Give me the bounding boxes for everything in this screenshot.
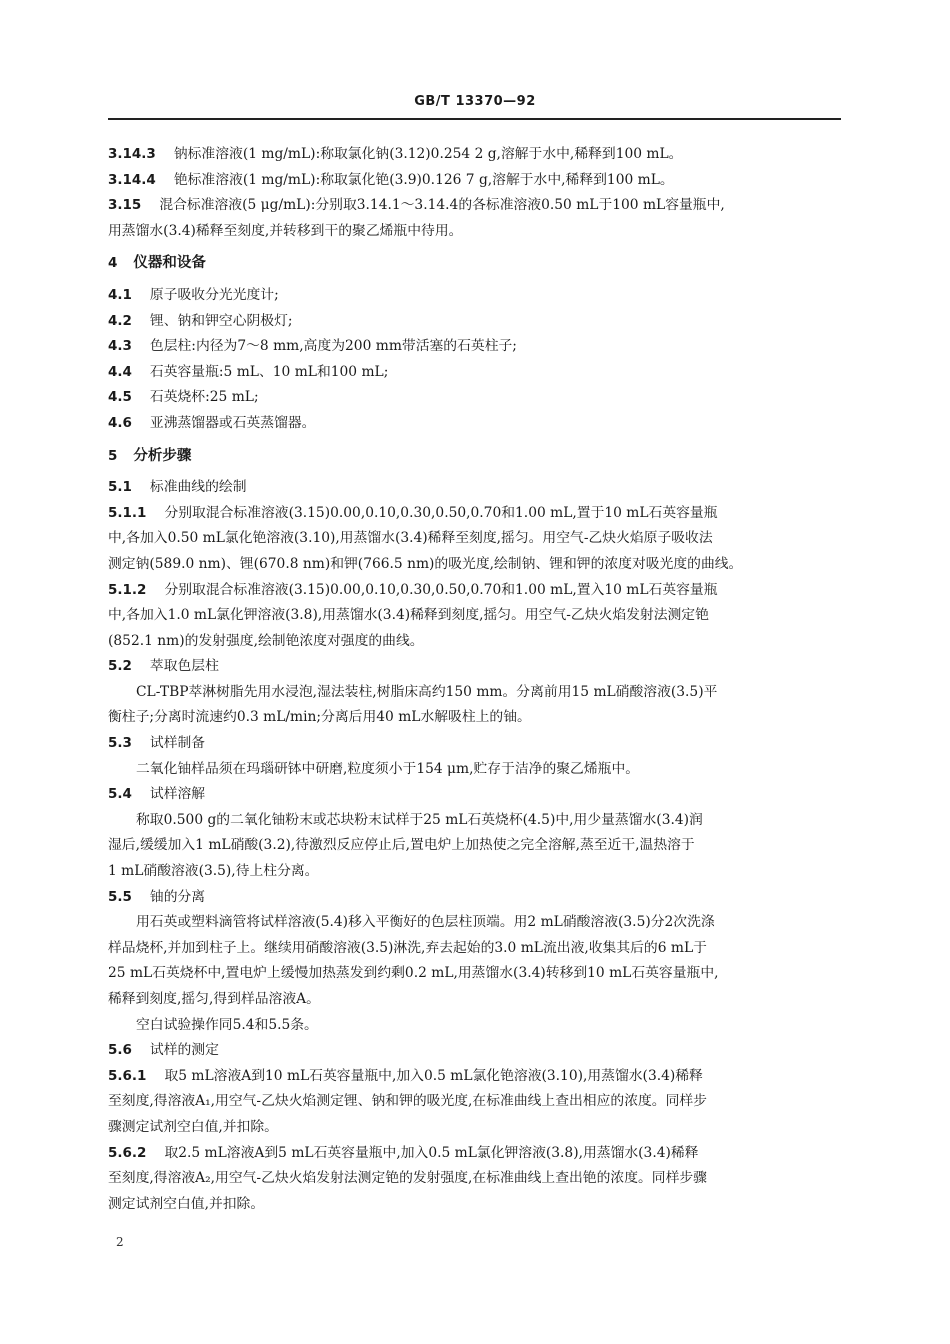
paragraph-line: 用石英或塑料滴管将试样溶液(5.4)移入平衡好的色层柱顶端。用2 mL硝酸溶液(3.5)分2次洗涤 [136,914,715,931]
blank-test-note: 空白试验操作同5.4和5.5条。 [136,1016,318,1033]
paragraph-line: 湿后,缓缓加入1 mL硝酸(3.2),待激烈反应停止后,置电炉上加热使之完全溶解,蒸至近干,温热溶于 [108,837,695,854]
paragraph-line: 25 mL石英烧杯中,置电炉上缓慢加热蒸发到约剩0.2 mL,用蒸馏水(3.4)转移到10 mL石英容量瓶中, [108,965,719,982]
page-number: 2 [116,1235,124,1249]
paragraph-line: 至刻度,得溶液A₂,用空气-乙炔火焰发射法测定铯的发射强度,在标准曲线上查出铯的浓度。同样步骤 [108,1170,707,1187]
paragraph-line: 二氧化铀样品须在玛瑙研钵中研磨,粒度须小于154 μm,贮存于洁净的聚乙烯瓶中。 [136,760,640,777]
clause-4-2: 4.2 锂、钠和钾空心阴极灯; [108,312,293,329]
clause-5-6-2: 5.6.2 取2.5 mL溶液A到5 mL石英容量瓶中,加入0.5 mL氯化钾溶液(3.8),用蒸馏水(3.4)稀释 [108,1144,699,1161]
clause-5-6-1: 5.6.1 取5 mL溶液A到10 mL石英容量瓶中,加入0.5 mL氯化铯溶液(3.10),用蒸馏水(3.4)稀释 [108,1067,703,1084]
clause-5-1: 5.1 标准曲线的绘制 [108,479,247,496]
clause-4-5: 4.5 石英烧杯:25 mL; [108,389,259,406]
paragraph-line: 1 mL硝酸溶液(3.5),待上柱分离。 [108,863,319,880]
paragraph-line: 称取0.500 g的二氧化铀粉末或芯块粉末试样于25 mL石英烧杯(4.5)中,用少量蒸馏水(3.4)润 [136,811,703,828]
page-header: GB/T 13370—92 [414,94,536,109]
paragraph-line: 中,各加入1.0 mL氯化钾溶液(3.8),用蒸馏水(3.4)稀释到刻度,摇匀。用空气-乙炔火焰发射法测定铯 [108,607,709,624]
document-body [108,142,843,1217]
clause-3-15: 3.15 混合标准溶液(5 μg/mL):分别取3.14.1～3.14.4的各标准溶液0.50 mL于100 mL容量瓶中, [108,197,725,214]
paragraph-line: CL-TBP萃淋树脂先用水浸泡,湿法装柱,树脂床高约150 mm。分离前用15 mL硝酸溶液(3.5)平 [136,683,718,700]
clause-5-3: 5.3 试样制备 [108,735,206,752]
paragraph-line: 测定钠(589.0 nm)、锂(670.8 nm)和钾(766.5 nm)的吸光度,绘制钠、锂和钾的浓度对吸光度的曲线。 [108,555,743,572]
clause-5-4: 5.4 试样溶解 [108,786,206,803]
paragraph-line: 衡柱子;分离时流速约0.3 mL/min;分离后用40 mL水解吸柱上的铀。 [108,709,531,726]
paragraph-line: (852.1 nm)的发射强度,绘制铯浓度对强度的曲线。 [108,632,424,649]
paragraph-line: 骤测定试剂空白值,并扣除。 [108,1118,278,1135]
clause-4-6: 4.6 亚沸蒸馏器或石英蒸馏器。 [108,414,316,431]
section-5-heading: 5 分析步骤 [108,447,192,464]
clause-4-3: 4.3 色层柱:内径为7～8 mm,高度为200 mm带活塞的石英柱子; [108,338,517,355]
paragraph-line: 至刻度,得溶液A₁,用空气-乙炔火焰测定锂、钠和钾的吸光度,在标准曲线上查出相应的浓度。同样步 [108,1093,707,1110]
paragraph-line: 测定试剂空白值,并扣除。 [108,1195,265,1212]
clause-4-1: 4.1 原子吸收分光光度计; [108,286,279,303]
clause-3-15-cont: 用蒸馏水(3.4)稀释至刻度,并转移到干的聚乙烯瓶中待用。 [108,222,463,239]
clause-3-14-3: 3.14.3 钠标准溶液(1 mg/mL):称取氯化钠(3.12)0.254 2 g,溶解于水中,稀释到100 mL。 [108,146,683,162]
clause-5-5: 5.5 铀的分离 [108,888,206,905]
paragraph-line: 中,各加入0.50 mL氯化铯溶液(3.10),用蒸馏水(3.4)稀释至刻度,摇匀。用空气-乙炔火焰原子吸收法 [108,530,713,547]
paragraph-line: 稀释到刻度,摇匀,得到样品溶液A。 [108,991,320,1007]
paragraph-line: 样品烧杯,并加到柱子上。继续用硝酸溶液(3.5)淋洗,弃去起始的3.0 mL流出液,收集其后的6 mL于 [108,939,707,956]
clause-5-1-2: 5.1.2 分别取混合标准溶液(3.15)0.00,0.10,0.30,0.50,0.70和1.00 mL,置入10 mL石英容量瓶 [108,581,718,598]
section-4-heading: 4 仪器和设备 [108,255,206,272]
clause-5-6: 5.6 试样的测定 [108,1042,219,1059]
clause-3-14-4: 3.14.4 铯标准溶液(1 mg/mL):称取氯化铯(3.9)0.126 7 g,溶解于水中,稀释到100 mL。 [108,171,674,188]
header-rule [108,118,841,120]
clause-4-4: 4.4 石英容量瓶:5 mL、10 mL和100 mL; [108,363,389,380]
clause-5-2: 5.2 萃取色层柱 [108,658,219,675]
clause-5-1-1: 5.1.1 分别取混合标准溶液(3.15)0.00,0.10,0.30,0.50,0.70和1.00 mL,置于10 mL石英容量瓶 [108,504,718,521]
